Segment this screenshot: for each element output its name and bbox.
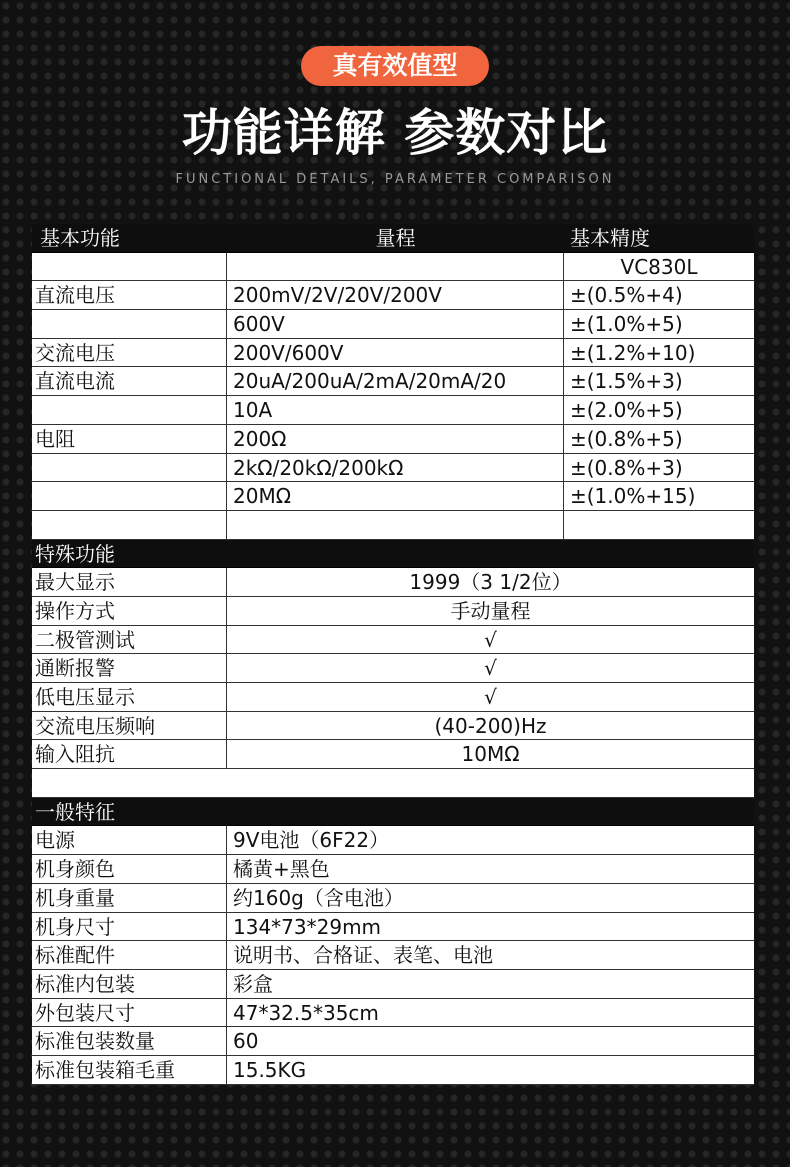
function-label — [32, 396, 227, 424]
spec-value: (40-200)Hz — [434, 713, 547, 738]
table-cell — [32, 253, 227, 281]
function-label — [32, 310, 227, 338]
spec-value: 60 — [233, 1029, 259, 1054]
spec-label: 通断报警 — [32, 654, 227, 682]
spec-value: √ — [484, 627, 497, 652]
range-value: 200V/600V — [227, 339, 564, 367]
blank-row — [32, 511, 754, 540]
accuracy-value: ±(0.5%+4) — [570, 283, 683, 308]
table-row — [32, 941, 754, 970]
spec-value: 说明书、合格证、表笔、电池 — [233, 943, 493, 968]
function-label — [32, 454, 227, 482]
table-row — [32, 740, 754, 769]
accuracy-value: ±(1.5%+3) — [570, 369, 683, 394]
spec-label: 机身重量 — [32, 884, 227, 912]
spec-value: 15.5KG — [233, 1057, 307, 1082]
special-section-header — [32, 540, 754, 569]
spec-label: 标准配件 — [32, 941, 227, 969]
table-cell — [564, 511, 754, 539]
table-row — [32, 913, 754, 942]
spec-label: 操作方式 — [32, 597, 227, 625]
table-cell — [227, 253, 564, 281]
spec-value: 9V电池（6F22） — [233, 828, 390, 853]
table-row — [32, 597, 754, 626]
spec-value: 134*73*29mm — [233, 914, 382, 939]
range-value: 200mV/2V/20V/200V — [227, 281, 564, 309]
table-row — [32, 683, 754, 712]
table-row — [32, 826, 754, 855]
accuracy-value: ±(0.8%+3) — [570, 455, 683, 480]
spec-label: 输入阻抗 — [32, 740, 227, 768]
table-row — [32, 654, 754, 683]
page-title: 功能详解 参数对比 — [181, 104, 609, 162]
table-row — [32, 396, 754, 425]
spec-value: 彩盒 — [233, 971, 273, 996]
table-row — [32, 454, 754, 483]
spec-label: 外包装尺寸 — [32, 999, 227, 1027]
spec-value: 手动量程 — [450, 598, 531, 623]
product-type-badge: 真有效值型 — [301, 46, 489, 86]
range-value: 2kΩ/20kΩ/200kΩ — [227, 454, 564, 482]
table-row — [32, 999, 754, 1028]
range-value: 600V — [227, 310, 564, 338]
spec-value: 47*32.5*35cm — [233, 1000, 379, 1025]
spec-table — [32, 224, 754, 1085]
basic-header-row — [32, 224, 754, 253]
spec-value: 约160g（含电池） — [233, 885, 404, 910]
table-row — [32, 310, 754, 339]
range-value: 20uA/200uA/2mA/20mA/20 — [227, 367, 564, 395]
section-title: 一般特征 — [35, 799, 115, 824]
table-row — [32, 712, 754, 741]
function-label: 交流电压 — [32, 339, 227, 367]
spec-label: 机身尺寸 — [32, 913, 227, 941]
accuracy-value: ±(2.0%+5) — [570, 398, 683, 423]
model-name: VC830L — [620, 254, 698, 279]
spec-label: 标准包装数量 — [32, 1027, 227, 1055]
accuracy-value: ±(0.8%+5) — [570, 426, 683, 451]
general-section-header — [32, 798, 754, 827]
table-cell — [227, 511, 564, 539]
model-row — [32, 253, 754, 282]
function-label — [32, 482, 227, 510]
header-function: 基本功能 — [40, 226, 120, 250]
function-label: 电阻 — [32, 425, 227, 453]
spec-value: 橘黄+黑色 — [233, 857, 330, 882]
table-row — [32, 568, 754, 597]
function-label: 直流电流 — [32, 367, 227, 395]
spec-label: 机身颜色 — [32, 855, 227, 883]
table-row — [32, 970, 754, 999]
range-value: 20MΩ — [227, 482, 564, 510]
spec-value: 1999（3 1/2位） — [409, 570, 572, 595]
table-row — [32, 626, 754, 655]
spec-label: 标准内包装 — [32, 970, 227, 998]
blank-row — [32, 769, 754, 798]
table-row — [32, 884, 754, 913]
table-row — [32, 855, 754, 884]
header-accuracy: 基本精度 — [570, 226, 650, 250]
table-row — [32, 1027, 754, 1056]
spec-label: 交流电压频响 — [32, 712, 227, 740]
table-row — [32, 1056, 754, 1085]
table-row — [32, 339, 754, 368]
table-row — [32, 425, 754, 454]
table-row — [32, 281, 754, 310]
header-range: 量程 — [375, 226, 416, 250]
accuracy-value: ±(1.0%+5) — [570, 312, 683, 337]
spec-value: √ — [484, 685, 497, 709]
range-value: 10A — [227, 396, 564, 424]
accuracy-value: ±(1.2%+10) — [570, 340, 696, 365]
spec-label: 最大显示 — [32, 568, 227, 596]
function-label: 直流电压 — [32, 281, 227, 309]
spec-label: 二极管测试 — [32, 626, 227, 654]
spec-label: 标准包装箱毛重 — [32, 1056, 227, 1084]
range-value: 200Ω — [227, 425, 564, 453]
spec-value: √ — [484, 656, 497, 681]
spec-value: 10MΩ — [461, 742, 520, 767]
table-row — [32, 482, 754, 511]
table-cell — [32, 511, 227, 539]
spec-label: 低电压显示 — [32, 683, 227, 711]
table-cell — [32, 769, 35, 797]
section-title: 特殊功能 — [35, 541, 115, 566]
page-subtitle: FUNCTIONAL DETAILS, PARAMETER COMPARISON — [175, 172, 615, 187]
accuracy-value: ±(1.0%+15) — [570, 484, 696, 509]
spec-label: 电源 — [32, 826, 227, 854]
table-row — [32, 367, 754, 396]
